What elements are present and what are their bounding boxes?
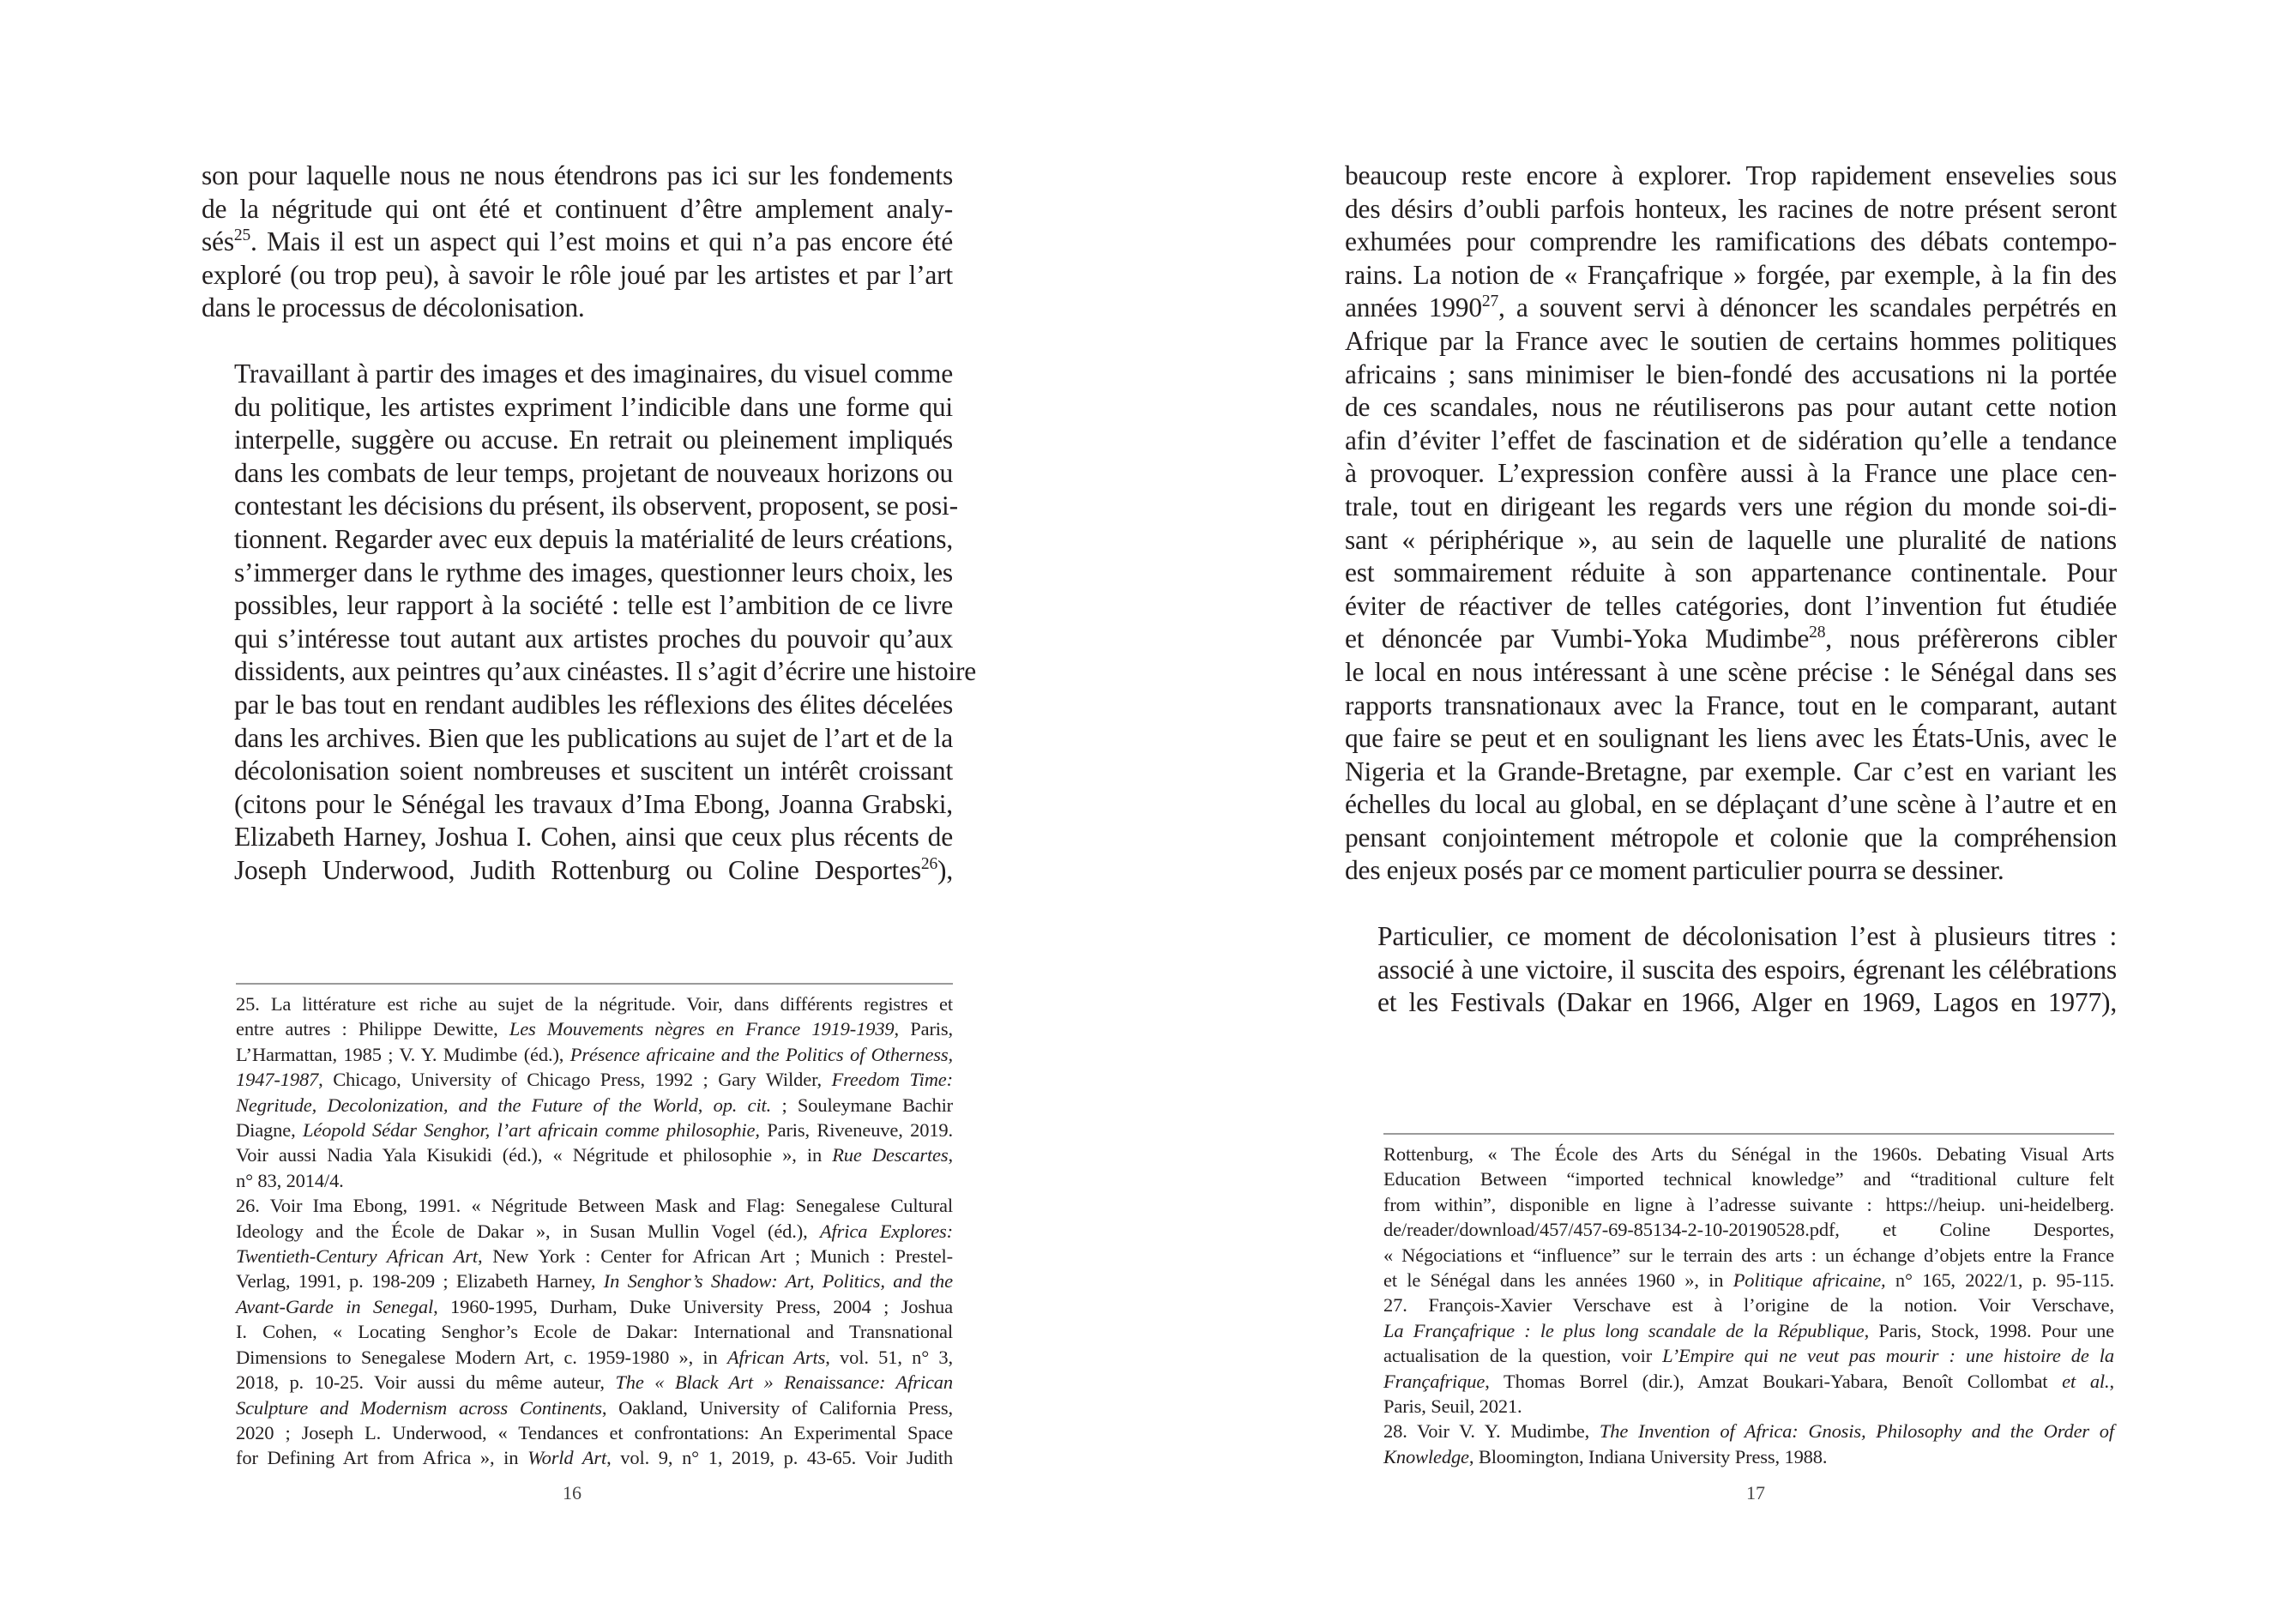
footnote-line: actualisation de la question, voir L’Empire qui ne veut pas mourir : une histoire de la: [1383, 1345, 2114, 1367]
text-line: de ces scandales, nous ne réutiliserons pas pour autant cette notion: [1345, 392, 2117, 423]
footnote-line: Knowledge, Bloomington, Indiana University Press, 1988.: [1383, 1445, 1828, 1467]
footnote-line: Diagne, Léopold Sédar Senghor, l’art africain comme philosophie, Paris, Riveneuve, 2019.: [236, 1119, 953, 1142]
footnote-line: Negritude, Decolonization, and the Future of the World, op. cit. ; Souleymane Bachir: [236, 1094, 954, 1116]
text-line: Nigeria et la Grande-Bretagne, par exemple. Car c’est en variant les: [1345, 756, 2117, 786]
text-line: afin d’éviter l’effet de fascination et de sidération qu’elle a tendance: [1345, 425, 2117, 455]
text-line: décolonisation soient nombreuses et suscitent un intérêt croissant: [234, 756, 953, 786]
text-line: sant « périphérique », au sein de laquelle une pluralité de nations: [1345, 524, 2117, 555]
text-line: rapports transnationaux avec la France, tout en le comparant, autant: [1345, 690, 2117, 720]
text-line: que faire se peut et en soulignant les liens avec les États-Unis, avec le: [1345, 723, 2117, 754]
text-line: rains. La notion de « Françafrique » forgée, par exemple, à la fin des: [1345, 259, 2117, 290]
text-line: dans les archives. Bien que les publications au sujet de l’art et de la: [234, 722, 953, 753]
footnote-line: et le Sénégal dans les années 1960 », in Politique africaine, n° 165, 2022/1, p. 95-115.: [1383, 1269, 2115, 1292]
footnote-line: 1947-1987, Chicago, University of Chicago Press, 1992 ; Gary Wilder, Freedom Time:: [236, 1069, 953, 1091]
paragraph: [1345, 160, 2117, 888]
text-line: exhumées pour comprendre les ramifications des débats contempo-: [1345, 226, 2117, 257]
footnote-line: L’Harmattan, 1985 ; V. Y. Mudimbe (éd.), Présence africaine and the Politics of Otherness,: [236, 1043, 953, 1065]
text-line: dans les combats de leur temps, projetant de nouveaux horizons ou: [234, 457, 953, 488]
footnote-reference[interactable]: 25: [233, 226, 251, 245]
paragraph: [202, 358, 977, 888]
text-line: de la négritude qui ont été et continuent d’être amplement analy-: [202, 193, 953, 224]
footnotes: [236, 991, 953, 1471]
footnote-line: Voir aussi Nadia Yala Kisukidi (éd.), « Négritude et philosophie », in Rue Descartes,: [236, 1144, 953, 1166]
footnote-line: Françafrique, Thomas Borrel (dir.), Amzat Boukari-Yabara, Benoît Collombat et al.,: [1383, 1370, 2114, 1392]
text-line: pensant conjointement métropole et colonie que la compréhension: [1345, 822, 2117, 853]
text-line: africains ; sans minimiser le bien-fondé des accusations ni la portée: [1345, 359, 2117, 389]
text-line: Afrique par la France avec le soutien de certains hommes politiques: [1345, 325, 2117, 356]
text-line: possibles, leur rapport à la société : telle est l’ambition de ce livre: [234, 590, 953, 621]
text-line: trale, tout en dirigeant les regards vers une région du monde soi-di-: [1345, 491, 2117, 521]
body-text: [202, 160, 977, 887]
footnote-line: I. Cohen, « Locating Senghor’s Ecole de Dakar: International and Transnational: [236, 1321, 953, 1343]
text-line: années 1990$^{27}$, a souvent servi à dénoncer les scandales perpétrés en: [1345, 292, 2117, 323]
text-line: Elizabeth Harney, Joshua I. Cohen, ainsi que ceux plus récents de: [234, 822, 953, 853]
footnote-line: Paris, Seuil, 2021.: [1383, 1395, 1522, 1418]
text-line: par le bas tout en rendant audibles les réflexions des élites décelées: [234, 689, 953, 720]
text-line: contestant les décisions du présent, ils observent, proposent, se posi-: [234, 491, 958, 521]
footnote-line: Dimensions to Senegalese Modern Art, c. 1959-1980 », in African Arts, vol. 51, n° 3,: [236, 1346, 953, 1368]
footnote-reference[interactable]: 28: [1809, 624, 1826, 642]
footnote-line: 25. La littérature est riche au sujet de la négritude. Voir, dans différents registres et: [236, 993, 953, 1015]
text-line: son pour laquelle nous ne nous étendrons pas ici sur les fondements: [202, 160, 953, 190]
text-line: et les Festivals (Dakar en 1966, Alger en 1969, Lagos en 1977),: [1377, 987, 2117, 1018]
text-line: associé à une victoire, il suscita des espoirs, égrenant les célébrations: [1377, 954, 2117, 985]
footnote-line: 2018, p. 10-25. Voir aussi du même auteur, The « Black Art » Renaissance: African: [236, 1371, 953, 1394]
text-line: du politique, les artistes expriment l’indicible dans une forme qui: [234, 391, 953, 422]
footnote-line: Education Between “imported technical knowledge” and “traditional culture felt: [1383, 1168, 2114, 1190]
text-line: le local en nous intéressant à une scène précise : le Sénégal dans ses: [1345, 656, 2117, 687]
text-line: Joseph Underwood, Judith Rottenburg ou Coline Desportes$^{26}$),: [234, 854, 953, 885]
body-text: [1345, 160, 2117, 1020]
footnote-line: Avant-Garde in Senegal, 1960-1995, Durham, Duke University Press, 2004 ; Joshua: [236, 1295, 953, 1317]
text-line: à provoquer. L’expression confère aussi à la France une place cen-: [1345, 458, 2117, 489]
right-page: [1148, 0, 2296, 1621]
text-line: beaucoup reste encore à explorer. Trop rapidement ensevelies sous: [1345, 160, 2117, 190]
page-number: 17: [1746, 1482, 1765, 1503]
footnote-reference[interactable]: 26: [920, 854, 938, 873]
text-line: dissidents, aux peintres qu’aux cinéastes. Il s’agit d’écrire une histoire: [234, 656, 977, 687]
footnote-line: Rottenburg, « The École des Arts du Sénégal in the 1960s. Debating Visual Arts: [1383, 1143, 2114, 1165]
text-line: exploré (ou trop peu), à savoir le rôle joué par les artistes et par l’art: [202, 259, 953, 290]
footnote-line: for Defining Art from Africa », in World Art, vol. 9, n° 1, 2019, p. 43-65. Voir Judith: [236, 1447, 953, 1469]
text-line: est sommairement réduite à son appartenance continentale. Pour: [1345, 557, 2117, 588]
page-number: 16: [563, 1482, 582, 1503]
footnotes: [1383, 1142, 2114, 1469]
footnote-line: entre autres : Philippe Dewitte, Les Mouvements nègres en France 1919-1939, Paris,: [236, 1018, 953, 1040]
footnote-reference[interactable]: 27: [1481, 292, 1499, 311]
footnote-line: 2020 ; Joseph L. Underwood, « Tendances et confrontations: An Experimental Space: [236, 1421, 953, 1443]
text-line: qui s’intéresse tout autant aux artistes proches du pouvoir qu’aux: [234, 623, 953, 654]
text-line: dans le processus de décolonisation.: [202, 292, 585, 323]
text-line: (citons pour le Sénégal les travaux d’Ima Ebong, Joanna Grabski,: [234, 788, 953, 819]
text-line: échelles du local au global, en se déplaçant d’une scène à l’autre et en: [1345, 789, 2117, 820]
text-line: éviter de réactiver de telles catégories, dont l’invention fut étudiée: [1345, 590, 2117, 621]
paragraph: [1345, 920, 2117, 1020]
footnote-line: from within”, disponible en ligne à l’adresse suivante : https://heiup. uni-heidelberg.: [1383, 1193, 2114, 1215]
footnote-separator: [236, 983, 953, 985]
footnote-line: Sculpture and Modernism across Continents, Oakland, University of California Press,: [236, 1396, 953, 1419]
text-line: Travaillant à partir des images et des imaginaires, du visuel comme: [234, 358, 953, 389]
footnote-line: La Françafrique : le plus long scandale de la République, Paris, Stock, 1998. Pour une: [1383, 1319, 2114, 1341]
footnote-line: Verlag, 1991, p. 198-209 ; Elizabeth Harney, In Senghor’s Shadow: Art, Politics, and the: [236, 1270, 953, 1293]
text-line: des enjeux posés par ce moment particulier pourra se dessiner.: [1345, 855, 2004, 886]
footnote-line: « Négociations et “influence” sur le terrain des arts : un échange d’objets entre la France: [1383, 1244, 2114, 1266]
footnote-line: Ideology and the École de Dakar », in Susan Mullin Vogel (éd.), Africa Explores:: [236, 1220, 953, 1242]
footnote-line: 27. François-Xavier Verschave est à l’origine de la notion. Voir Verschave,: [1383, 1294, 2114, 1317]
text-line: Particulier, ce moment de décolonisation l’est à plusieurs titres :: [1377, 921, 2117, 952]
text-line: des désirs d’oubli parfois honteux, les racines de notre présent seront: [1345, 193, 2117, 224]
text-line: et dénoncée par Vumbi-Yoka Mudimbe$^{28}$, nous préfèrerons cibler: [1345, 624, 2117, 654]
text-line: tionnent. Regarder avec eux depuis la matérialité de leurs créations,: [234, 523, 953, 554]
footnote-line: de/reader/download/457/457-69-85134-2-10-20190528.pdf, et Coline Desportes,: [1383, 1219, 2114, 1241]
footnote-separator: [1383, 1133, 2114, 1135]
paragraph: [202, 160, 953, 325]
footnote-line: Twentieth-Century African Art, New York : Center for African Art ; Munich : Prestel-: [236, 1245, 954, 1268]
footnote-line: n° 83, 2014/4.: [236, 1169, 344, 1191]
footnote-line: 26. Voir Ima Ebong, 1991. « Négritude Between Mask and Flag: Senegalese Cultural: [236, 1195, 953, 1217]
text-line: s’immerger dans le rythme des images, questionner leurs choix, les: [234, 557, 953, 588]
text-line: sés$^{25}$. Mais il est un aspect qui l’est moins et qui n’a pas encore été: [202, 226, 953, 257]
text-line: interpelle, suggère ou accuse. En retrait ou pleinement impliqués: [234, 425, 953, 455]
footnote-line: 28. Voir V. Y. Mudimbe, The Invention of Africa: Gnosis, Philosophy and the Order of: [1383, 1420, 2114, 1443]
